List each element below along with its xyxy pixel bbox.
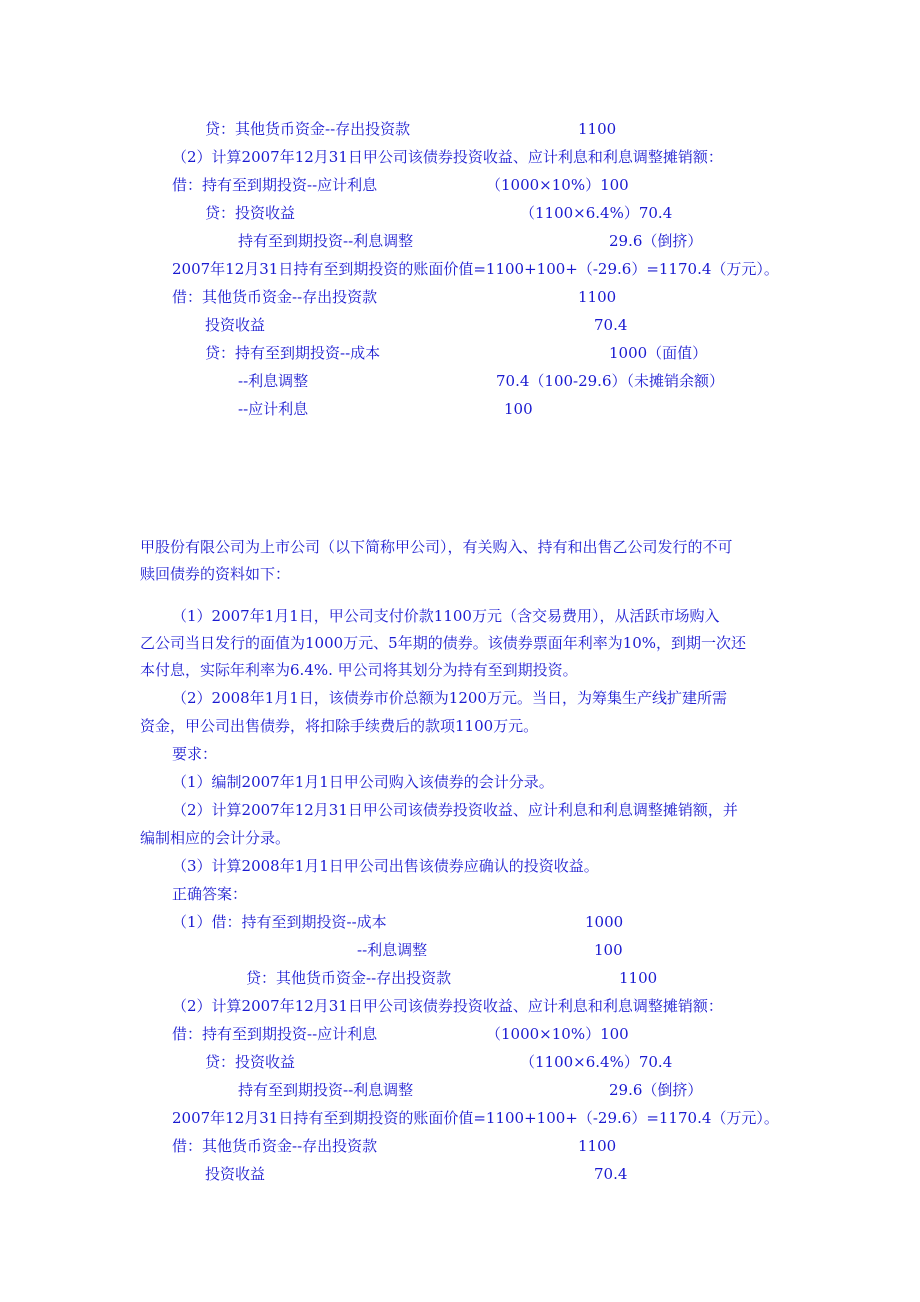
entry-amount: （1000×10%）100: [486, 176, 629, 194]
entry-amount: 1100: [619, 969, 658, 987]
problem-item-1: （1）2007年1月1日，甲公司支付价款1100万元（含交易费用），从活跃市场购入: [172, 607, 720, 625]
entry-debit-investment-income: 投资收益: [205, 316, 266, 334]
entry-credit-interest-adjustment: 持有至到期投资--利息调整: [238, 232, 414, 250]
entry-amount: 1100: [578, 1137, 617, 1155]
entry-amount: 1100: [578, 288, 617, 306]
entry-amount: 29.6（倒挤）: [609, 1081, 703, 1099]
entry-credit-interest-adjustment: 持有至到期投资--利息调整: [238, 1081, 414, 1099]
entry-amount: 70.4: [594, 316, 628, 334]
requirement-2: （2）计算2007年12月31日甲公司该债券投资收益、应计利息和利息调整摊销额，并: [172, 801, 738, 819]
problem-item-1: 乙公司当日发行的面值为1000万元、5年期的债券。该债券票面年利率为10%，到期一次还: [140, 634, 747, 652]
requirements-heading: 要求：: [172, 745, 218, 763]
book-value-line: 2007年12月31日持有至到期投资的账面价值=1100+100+（-29.6）=1170.4（万元）。: [172, 1109, 779, 1127]
answer-heading: 正确答案：: [172, 885, 248, 903]
entry-credit-cost: 贷：持有至到期投资--成本: [205, 344, 381, 362]
entry-debit-accrued-interest: 借：持有至到期投资--应计利息: [172, 176, 378, 194]
entry-amount: 29.6（倒挤）: [609, 232, 703, 250]
entry-amount: 100: [594, 941, 623, 959]
entry-debit-accrued-interest: 借：持有至到期投资--应计利息: [172, 1025, 378, 1043]
calc-heading: （2）计算2007年12月31日甲公司该债券投资收益、应计利息和利息调整摊销额：: [172, 997, 723, 1015]
requirement-2: 编制相应的会计分录。: [140, 829, 291, 847]
entry-amount: 1100: [578, 120, 617, 138]
entry-debit-interest-adjustment: --利息调整: [357, 941, 428, 959]
entry-debit-other-funds: 借：其他货币资金--存出投资款: [172, 1137, 378, 1155]
calc-heading: （2）计算2007年12月31日甲公司该债券投资收益、应计利息和利息调整摊销额：: [172, 148, 723, 166]
problem-item-2: （2）2008年1月1日，该债券市价总额为1200万元。当日，为筹集生产线扩建所需: [172, 689, 727, 707]
entry-amount: 70.4: [594, 1165, 628, 1183]
entry-credit-accrued-interest-sub: --应计利息: [238, 400, 309, 418]
entry-amount: （1100×6.4%）70.4: [520, 204, 673, 222]
entry-amount: 1000（面值）: [609, 344, 708, 362]
problem-item-1: 本付息，实际年利率为6.4%. 甲公司将其划分为持有至到期投资。: [140, 661, 578, 679]
entry-credit-other-funds: 贷：其他货币资金--存出投资款: [205, 120, 411, 138]
entry-amount: （1000×10%）100: [486, 1025, 629, 1043]
entry-debit-investment-income: 投资收益: [205, 1165, 266, 1183]
entry-credit-other-funds: 贷：其他货币资金--存出投资款: [246, 969, 452, 987]
entry-amount: 70.4（100-29.6）（未摊销余额）: [496, 372, 724, 390]
book-value-line: 2007年12月31日持有至到期投资的账面价值=1100+100+（-29.6）=1170.4（万元）。: [172, 260, 779, 278]
entry-amount: （1100×6.4%）70.4: [520, 1053, 673, 1071]
entry-debit-cost: （1）借：持有至到期投资--成本: [172, 913, 387, 931]
entry-credit-investment-income: 贷：投资收益: [205, 1053, 296, 1071]
entry-credit-investment-income: 贷：投资收益: [205, 204, 296, 222]
requirement-1: （1）编制2007年1月1日甲公司购入该债券的会计分录。: [172, 773, 554, 791]
problem-intro: 赎回债券的资料如下：: [140, 565, 291, 583]
problem-intro: 甲股份有限公司为上市公司（以下简称甲公司），有关购入、持有和出售乙公司发行的不可: [140, 538, 733, 556]
entry-amount: 100: [504, 400, 533, 418]
requirement-3: （3）计算2008年1月1日甲公司出售该债券应确认的投资收益。: [172, 857, 599, 875]
entry-debit-other-funds: 借：其他货币资金--存出投资款: [172, 288, 378, 306]
problem-item-2: 资金，甲公司出售债券，将扣除手续费后的款项1100万元。: [140, 717, 539, 735]
entry-credit-interest-adjustment-sub: --利息调整: [238, 372, 309, 390]
entry-amount: 1000: [585, 913, 624, 931]
